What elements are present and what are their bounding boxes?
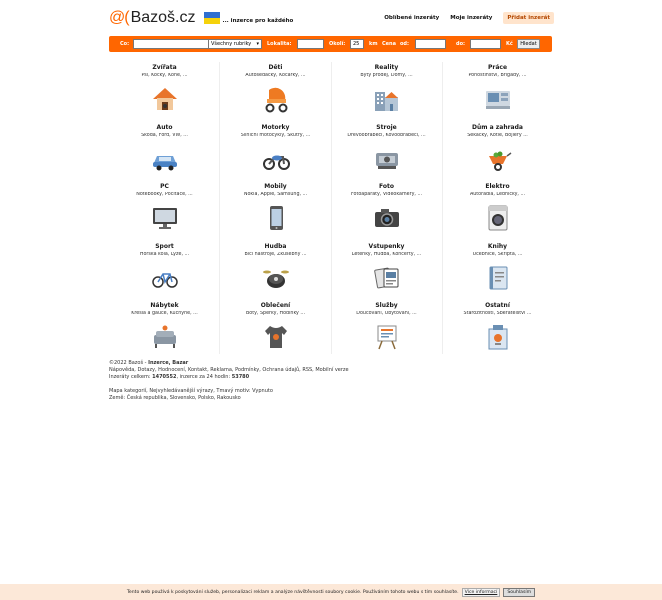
category-subcategories[interactable]: Horská kola, Lyže, ... xyxy=(139,251,190,257)
category-easel[interactable] xyxy=(331,300,442,361)
category-stroller[interactable] xyxy=(220,62,331,123)
category-title[interactable]: Auto xyxy=(156,123,173,131)
stroller-icon[interactable] xyxy=(261,84,291,114)
category-office[interactable] xyxy=(442,62,553,123)
category-subcategories[interactable]: Silniční motocykly, Skútry, ... xyxy=(240,132,311,138)
radius-label: Okolí: xyxy=(329,41,346,47)
category-subcategories[interactable]: Autosedačky, Kočárky, ... xyxy=(245,73,306,78)
what-input[interactable] xyxy=(133,39,211,49)
stats-label-day: , inzerce za 24 hodin: xyxy=(176,374,232,380)
category-title[interactable]: Nábytek xyxy=(150,302,179,309)
category-title[interactable]: Práce xyxy=(487,64,508,71)
category-car[interactable] xyxy=(109,122,220,183)
search-bar xyxy=(109,36,552,52)
washer-icon[interactable] xyxy=(483,203,513,233)
category-subcategories[interactable]: Bicí nástroje, Zkušebny ... xyxy=(244,251,307,257)
stats-label-total: Inzeráty celkem: xyxy=(109,374,153,380)
category-title[interactable]: Stroje xyxy=(376,123,397,131)
easel-icon[interactable] xyxy=(372,322,402,352)
category-title[interactable]: Reality xyxy=(374,64,399,71)
category-motorbike[interactable] xyxy=(220,122,331,183)
category-subcategories[interactable]: Starožitnosti, Sběratelství ... xyxy=(463,311,532,316)
cookie-text: Tento web používá k poskytování služeb, personalizaci reklam a analýze návštěvnosti soubory cookie. Používáním tohoto webu s tím souhlasíte. xyxy=(126,589,459,595)
category-title[interactable]: Mobily xyxy=(264,183,287,190)
category-select-value: Všechny rubriky xyxy=(211,41,252,47)
price-to-input[interactable] xyxy=(470,39,501,49)
stats-day: 53780 xyxy=(231,374,250,380)
header xyxy=(109,10,554,30)
phone-icon[interactable] xyxy=(261,203,291,233)
category-washer[interactable] xyxy=(442,181,553,242)
footer-links[interactable]: Nápověda, Dotazy, Hodnocení, Kontakt, Reklama, Podmínky, Ochrana údajů, RSS, Mobilní verze xyxy=(109,367,349,373)
copyright-bold[interactable]: Inzerce, Bazar xyxy=(148,360,189,366)
category-subcategories[interactable]: Pohostinství, Brigády, ... xyxy=(468,73,527,78)
office-icon[interactable] xyxy=(483,84,513,114)
drums-icon[interactable] xyxy=(261,263,291,293)
camera-icon[interactable] xyxy=(372,203,402,233)
price-to-label: do: xyxy=(456,41,466,47)
logo-text: Bazoš.cz xyxy=(130,9,196,26)
category-subcategories[interactable]: Boty, Šperky, Hodinky ... xyxy=(245,311,305,316)
book-icon[interactable] xyxy=(483,263,513,293)
favorites-link[interactable]: Oblíbené inzeráty xyxy=(384,15,440,21)
category-drums[interactable] xyxy=(220,241,331,302)
add-ad-button[interactable]: Přidat inzerát xyxy=(503,12,554,24)
location-label: Lokalita: xyxy=(267,41,292,47)
category-title[interactable]: Oblečení xyxy=(260,302,291,309)
footer xyxy=(109,360,349,402)
category-title[interactable]: Hudba xyxy=(264,242,287,250)
category-title[interactable]: Služby xyxy=(375,302,398,309)
cookie-more-button[interactable]: Více informací xyxy=(462,588,501,597)
category-book[interactable] xyxy=(442,241,553,302)
category-title[interactable]: Motorky xyxy=(261,123,290,131)
category-title[interactable]: Knihy xyxy=(487,242,508,250)
category-subcategories[interactable]: Psi, Kočky, Koně, ... xyxy=(141,73,188,78)
category-wheelbarrow[interactable] xyxy=(442,122,553,183)
category-select[interactable] xyxy=(208,39,262,49)
search-button[interactable]: Hledat xyxy=(517,39,540,49)
category-title[interactable]: Vstupenky xyxy=(368,242,405,250)
category-box[interactable] xyxy=(442,300,553,361)
category-subcategories[interactable]: Letenky, Hudba, Koncerty, ... xyxy=(351,251,422,257)
stats-total: 1470552 xyxy=(152,374,177,380)
category-phone[interactable] xyxy=(220,181,331,242)
box-icon[interactable] xyxy=(483,322,513,352)
category-subcategories[interactable]: Doučování, Ubytování, ... xyxy=(356,311,417,316)
category-subcategories[interactable]: Notebooky, Počítače, ... xyxy=(136,192,193,197)
category-subcategories[interactable]: Sekačky, Kotle, Bojlery ... xyxy=(467,132,528,138)
category-subcategories[interactable]: Učebnice, Skripta, ... xyxy=(472,251,523,257)
km-label: km xyxy=(369,41,378,47)
cookie-agree-button[interactable]: Souhlasím xyxy=(503,588,535,597)
category-machine[interactable] xyxy=(331,122,442,183)
tshirt-icon[interactable] xyxy=(261,322,291,352)
wheelbarrow-icon[interactable] xyxy=(483,144,513,174)
category-tickets[interactable] xyxy=(331,241,442,302)
category-subcategories[interactable]: Křesla a gauče, Kuchyně, ... xyxy=(131,311,198,316)
category-house[interactable] xyxy=(109,62,220,123)
price-label: Cena xyxy=(382,41,396,47)
chevron-down-icon: ▾ xyxy=(256,41,259,47)
price-from-label: od: xyxy=(400,41,410,47)
bicycle-icon[interactable] xyxy=(150,263,180,293)
category-title[interactable]: Děti xyxy=(268,64,283,71)
my-ads-link[interactable]: Moje inzeráty xyxy=(450,15,493,21)
footer-links-secondary[interactable]: Mapa kategorií, Nejvyhledávanější výrazy, Tmavý motiv: Vypnuto xyxy=(109,388,273,394)
category-furniture[interactable] xyxy=(109,300,220,361)
price-from-input[interactable] xyxy=(415,39,446,49)
category-title[interactable]: Zvířata xyxy=(152,64,177,71)
machine-icon[interactable] xyxy=(372,144,402,174)
slogan: ... inzerce pro každého xyxy=(222,18,294,24)
location-input[interactable] xyxy=(297,39,324,49)
category-subcategories[interactable]: Dřevoobráběcí, Kovoobráběcí, ... xyxy=(347,132,426,138)
monitor-icon[interactable] xyxy=(150,203,180,233)
top-nav xyxy=(373,12,554,24)
category-subcategories[interactable]: Byty prodej, Domy, ... xyxy=(360,73,413,78)
category-title[interactable]: PC xyxy=(160,183,169,190)
copyright: ©2022 Bazoš - xyxy=(109,360,149,366)
category-camera[interactable] xyxy=(331,181,442,242)
furniture-icon[interactable] xyxy=(150,322,180,352)
category-title[interactable]: Foto xyxy=(379,183,394,190)
logo[interactable] xyxy=(109,9,293,27)
category-bicycle[interactable] xyxy=(109,241,220,302)
country-links[interactable]: Země: Česká republika, Slovensko, Polsko, Rakousko xyxy=(109,395,241,401)
category-subcategories[interactable]: Autorádia, Ledničky, ... xyxy=(469,192,526,197)
logo-mark: @( xyxy=(109,9,129,26)
category-subcategories[interactable]: Fotoaparáty, Videokamery, ... xyxy=(350,192,423,197)
category-subcategories[interactable]: Nokia, Apple, Samsung, ... xyxy=(243,192,308,197)
what-label: Co: xyxy=(120,41,130,47)
currency-label: Kč xyxy=(506,41,513,47)
motorbike-icon[interactable] xyxy=(261,144,291,174)
category-title[interactable]: Ostatní xyxy=(485,302,510,309)
category-buildings[interactable] xyxy=(331,62,442,123)
tickets-icon[interactable] xyxy=(372,263,402,293)
radius-input[interactable]: 25 xyxy=(350,39,364,49)
category-title[interactable]: Elektro xyxy=(485,183,510,190)
car-icon[interactable] xyxy=(150,144,180,174)
category-subcategories[interactable]: Škoda, Ford, VW, ... xyxy=(141,132,188,138)
category-title[interactable]: Sport xyxy=(155,242,174,250)
category-tshirt[interactable] xyxy=(220,300,331,361)
category-monitor[interactable] xyxy=(109,181,220,242)
cookie-bar xyxy=(0,584,662,600)
buildings-icon[interactable] xyxy=(372,84,402,114)
ukraine-flag-icon xyxy=(204,12,220,24)
category-title[interactable]: Dům a zahrada xyxy=(472,123,523,131)
house-icon[interactable] xyxy=(150,84,180,114)
